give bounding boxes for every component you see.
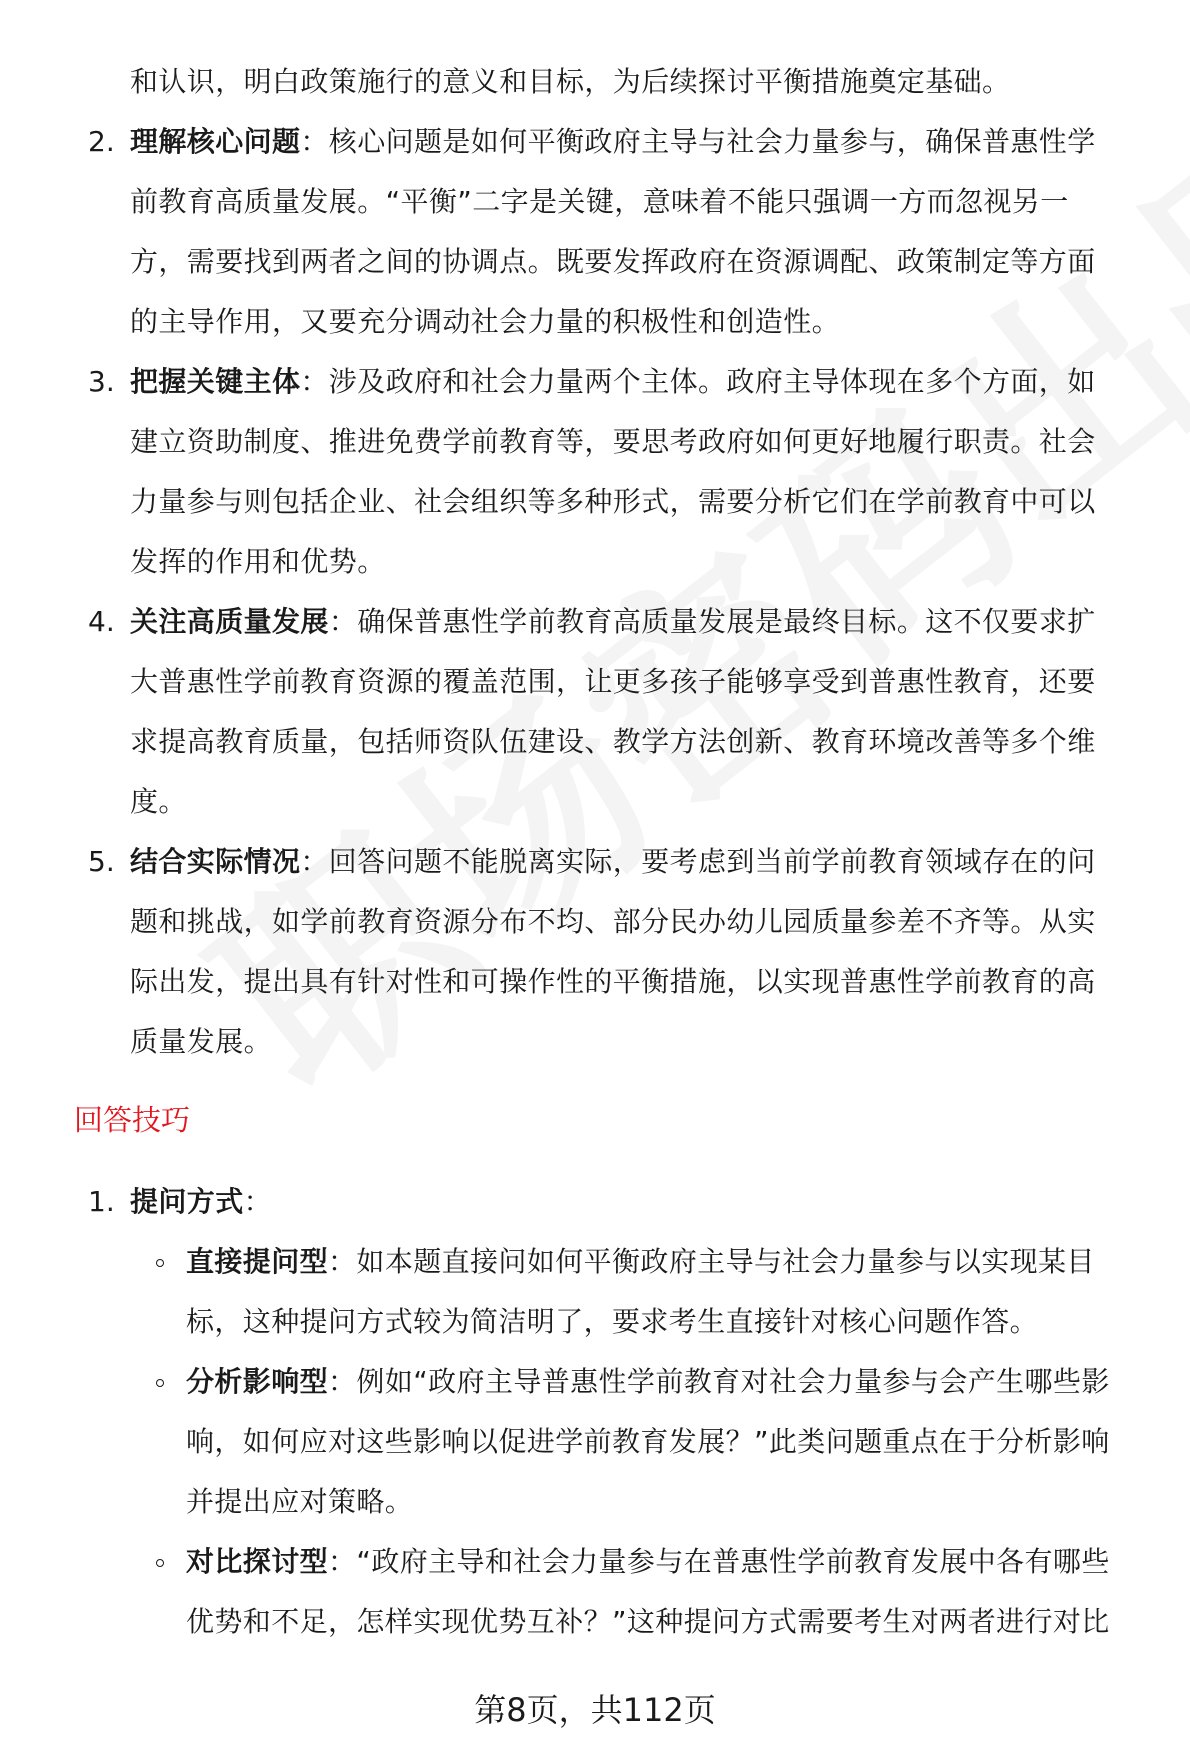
item-line: 大普惠性学前教育资源的覆盖范围，让更多孩子能够享受到普惠性教育，还要	[130, 665, 1096, 698]
item-line: 力量参与则包括企业、社会组织等多种形式，需要分析它们在学前教育中可以	[130, 485, 1096, 518]
numbered-item-2	[0, 112, 1190, 352]
item-line: 度。	[130, 785, 187, 818]
numbered-item-3	[0, 352, 1190, 592]
sub-item-text: ：如本题直接问如何平衡政府主导与社会力量参与以实现某目	[328, 1245, 1095, 1278]
sub-item-line: 响，如何应对这些影响以促进学前教育发展？”此类问题重点在于分析影响	[186, 1425, 1110, 1458]
item-line: 求提高教育质量，包括师资队伍建设、教学方法创新、教育环境改善等多个维	[130, 725, 1096, 758]
section-title: 回答技巧	[74, 1103, 191, 1137]
item-line: 题和挑战，如学前教育资源分布不均、部分民办幼儿园质量参差不齐等。从实	[130, 905, 1096, 938]
sub-item-term: 直接提问型	[186, 1245, 329, 1278]
sub-item-line	[186, 1352, 1190, 1412]
hollow-bullet-icon	[156, 1259, 164, 1267]
item-line: 方，需要找到两者之间的协调点。既要发挥政府在资源调配、政策制定等方面	[130, 245, 1096, 278]
item-term: 结合实际情况	[130, 845, 301, 878]
paragraph-continuation: 和认识，明白政策施行的意义和目标，为后续探讨平衡措施奠定基础。	[130, 65, 1011, 98]
item-line: 前教育高质量发展。“平衡”二字是关键，意味着不能只强调一方而忽视另一	[130, 185, 1069, 218]
hollow-bullet-icon	[156, 1559, 164, 1567]
item-line	[130, 352, 1190, 412]
item-colon: ：	[243, 1185, 273, 1218]
sub-item-term: 对比探讨型	[186, 1545, 329, 1578]
sub-item-direct	[0, 1232, 1190, 1352]
item-number: 4.	[88, 605, 115, 638]
item-term: 把握关键主体	[130, 365, 301, 398]
item-text: ：确保普惠性学前教育高质量发展是最终目标。这不仅要求扩	[328, 605, 1096, 638]
sub-item-term: 分析影响型	[186, 1365, 329, 1398]
sub-item-line	[186, 1532, 1190, 1592]
sub-item-line: 并提出应对策略。	[186, 1485, 414, 1518]
item-line	[130, 832, 1190, 892]
sub-item-compare	[0, 1532, 1190, 1652]
item-term: 关注高质量发展	[130, 605, 329, 638]
item-line: 建立资助制度、推进免费学前教育等，要思考政府如何更好地履行职责。社会	[130, 425, 1096, 458]
item-line: 的主导作用，又要充分调动社会力量的积极性和创造性。	[130, 305, 841, 338]
item-line	[130, 592, 1190, 652]
item-term: 理解核心问题	[130, 125, 301, 158]
item-number: 5.	[88, 845, 115, 878]
tips-item-1	[0, 1172, 1190, 1232]
item-term: 提问方式	[130, 1185, 244, 1218]
item-line: 发挥的作用和优势。	[130, 545, 386, 578]
item-number: 1.	[88, 1185, 115, 1218]
numbered-item-4	[0, 592, 1190, 832]
page-footer: 第8页，共112页	[474, 1691, 716, 1729]
item-number: 3.	[88, 365, 115, 398]
item-text: ：核心问题是如何平衡政府主导与社会力量参与，确保普惠性学	[300, 125, 1096, 158]
sub-item-text: ：例如“政府主导普惠性学前教育对社会力量参与会产生哪些影	[328, 1365, 1110, 1398]
sub-item-line: 标，这种提问方式较为简洁明了，要求考生直接针对核心问题作答。	[186, 1305, 1039, 1338]
item-number: 2.	[88, 125, 115, 158]
sub-item-line	[186, 1232, 1190, 1292]
hollow-bullet-icon	[156, 1379, 164, 1387]
item-text: ：回答问题不能脱离实际，要考虑到当前学前教育领域存在的问	[300, 845, 1096, 878]
item-line: 质量发展。	[130, 1025, 273, 1058]
page-content	[0, 52, 1190, 1652]
item-line	[130, 1172, 1190, 1232]
sub-item-line: 优势和不足，怎样实现优势互补？”这种提问方式需要考生对两者进行对比	[186, 1605, 1110, 1638]
item-line	[130, 112, 1190, 172]
item-text: ：涉及政府和社会力量两个主体。政府主导体现在多个方面，如	[300, 365, 1096, 398]
sub-item-text: ：“政府主导和社会力量参与在普惠性学前教育发展中各有哪些	[328, 1545, 1110, 1578]
item-line: 际出发，提出具有针对性和可操作性的平衡措施，以实现普惠性学前教育的高	[130, 965, 1096, 998]
numbered-item-5	[0, 832, 1190, 1072]
sub-item-impact	[0, 1352, 1190, 1532]
